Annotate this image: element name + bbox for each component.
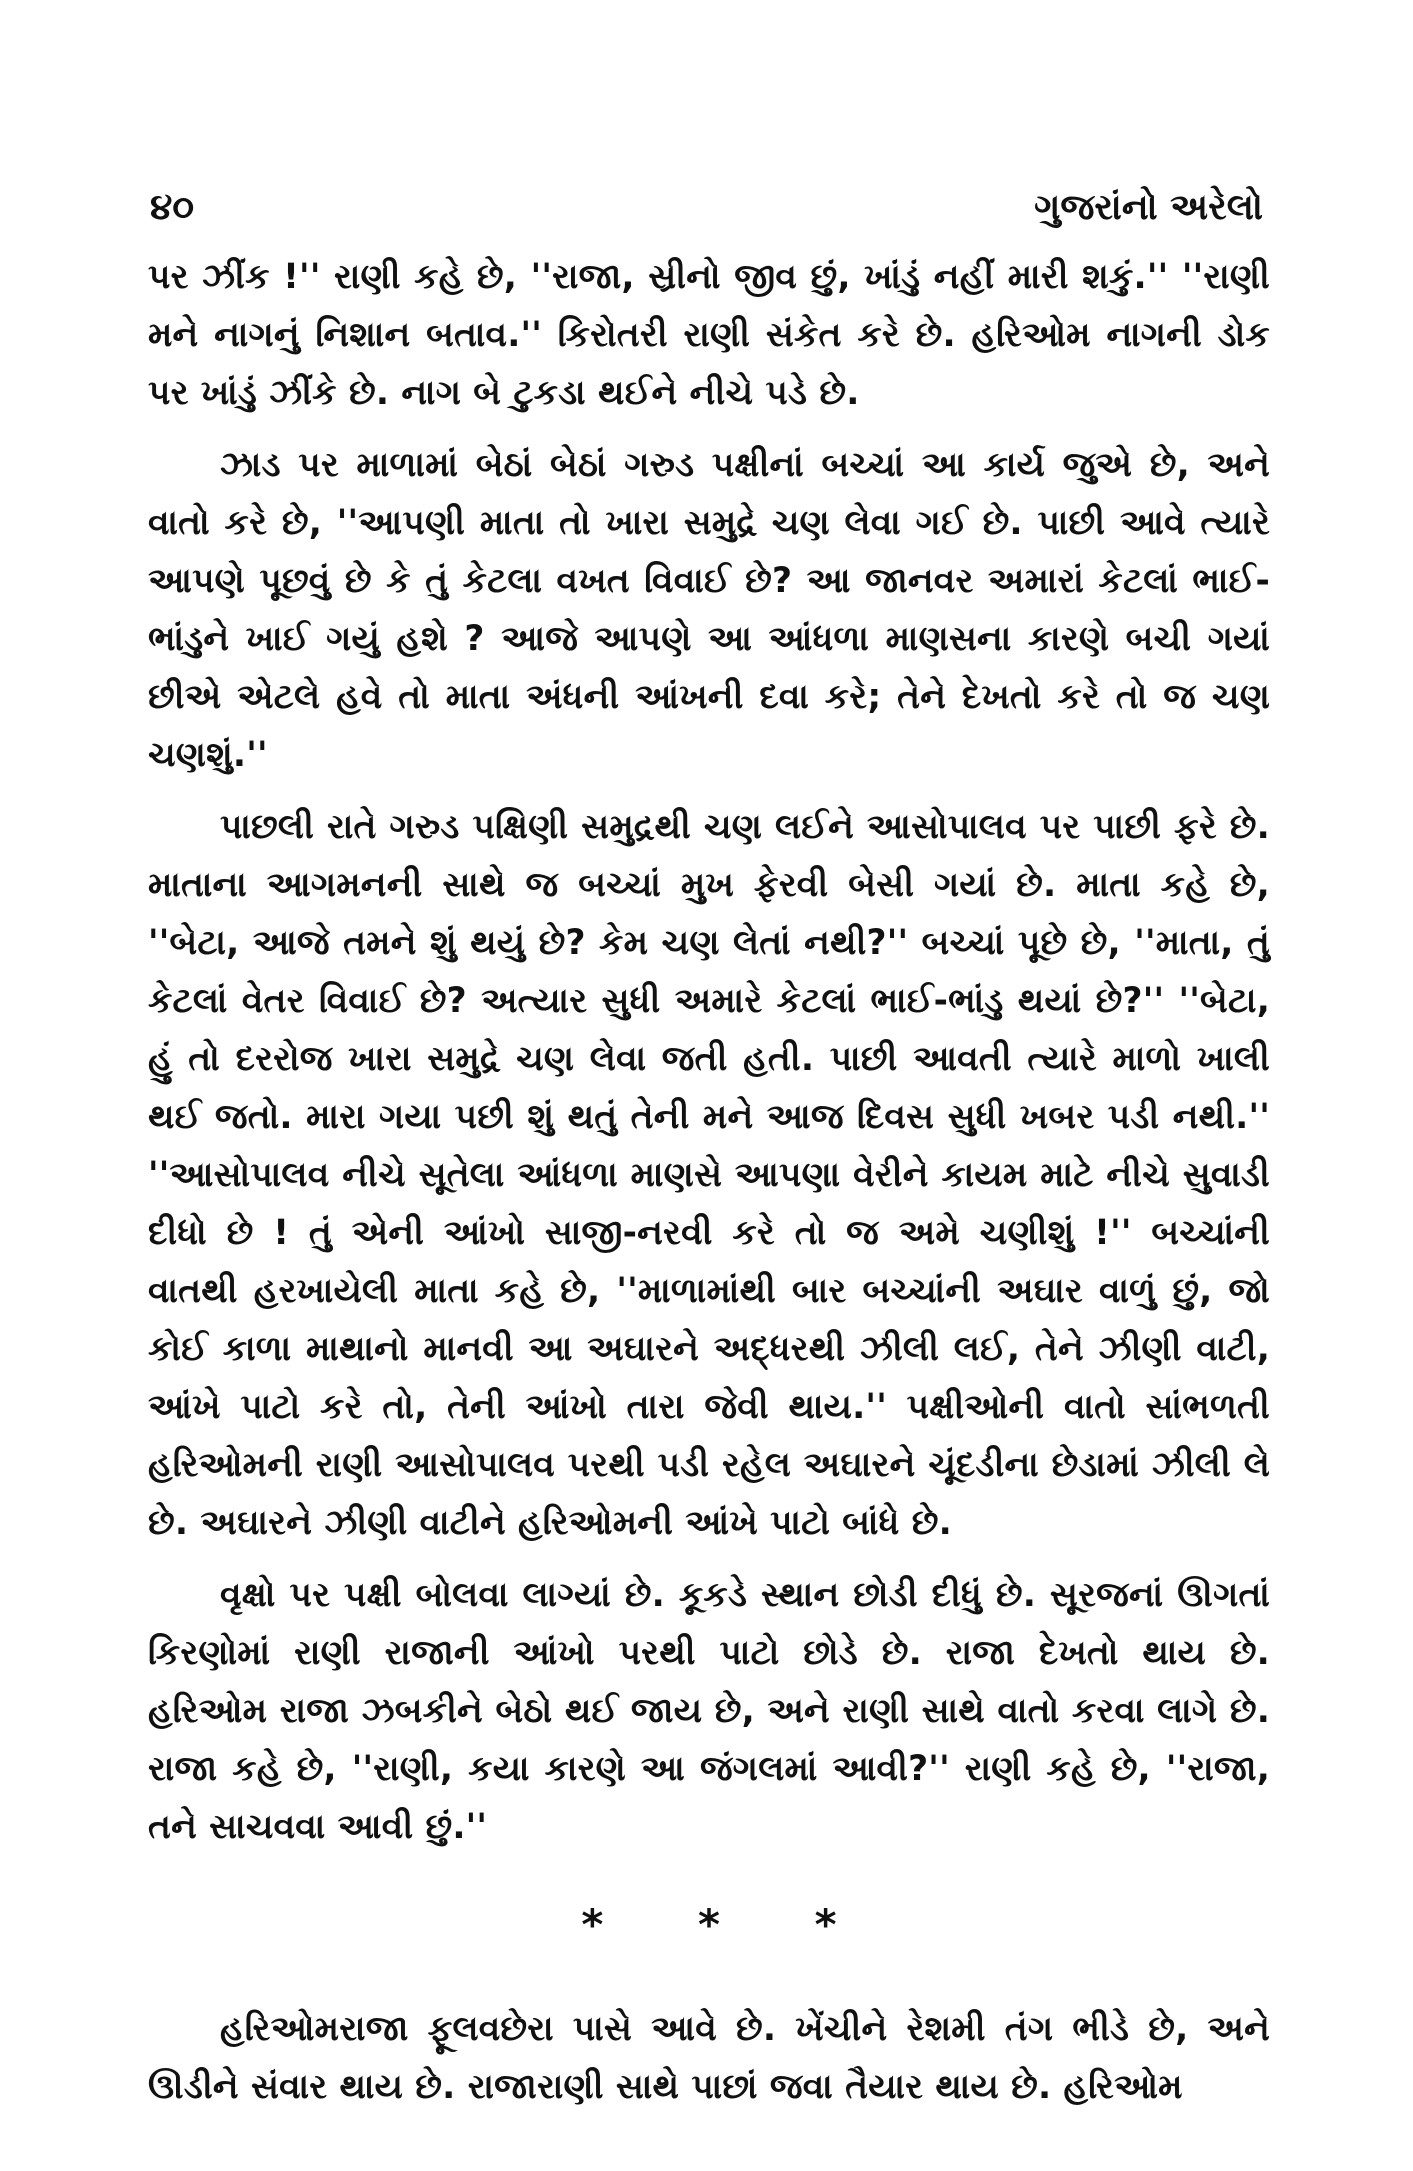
paragraph: વૃક્ષો પર પક્ષી બોલવા લાગ્યાં છે. કૂકડે સ્થાન છોડી દીધું છે. સૂરજનાં ઊગતાં કિરણોમાં રાણી રાજાની આંખો પરથી પાટો છોડે છે. રાજા દેખતો થાય છે. હરિઓમ રાજા ઝબકીને બેઠો થઈ જાય છે, અને રાણી સાથે વાતો કરવા લાગે છે. રાજા કહે છે, ''રાણી, કયા કારણે આ જંગલમાં આવી?'' રાણી કહે છે, ''રાજા, તને સાચવવા આવી છું.'' (148, 1575, 1270, 1847)
page-number: ૪૦ (150, 187, 194, 228)
section-separator: * * * (581, 1900, 877, 1949)
running-title: ગુજરાંનો અરેલો (1034, 187, 1263, 228)
paragraph: પાછલી રાતે ગરુડ પક્ષિણી સમુદ્રથી ચણ લઈને આસોપાલવ પર પાછી ફરે છે. માતાના આગમનની સાથે જ બચ્ચાં મુખ ફેરવી બેસી ગયાં છે. માતા કહે છે, ''બેટા, આજે તમને શું થયું છે? કેમ ચણ લેતાં નથી?'' બચ્ચાં પૂછે છે, ''માતા, તું કેટલાં વેતર વિવાઈ છે? અત્યાર સુધી અમારે કેટલાં ભાઈ-ભાંડુ થયાં છે?'' ''બેટા, હું તો દરરોજ ખારા સમુદ્રે ચણ લેવા જતી હતી. પાછી આવતી ત્યારે માળો ખાલી થઈ જતો. મારા ગયા પછી શું થતું તેની મને આજ દિવસ સુધી ખબર પડી નથી.'' ''આસોપાલવ નીચે સૂતેલા આંધળા માણસે આપણા વેરીને કાયમ માટે નીચે સુવાડી દીધો છે ! તું એની આંખો સાજી-નરવી કરે તો જ અમે ચણીશું !'' બચ્ચાંની વાતથી હરખાયેલી માતા કહે છે, ''માળામાંથી બાર બચ્ચાંની અઘાર વાળું છું, જો કોઈ કાળા માથાનો માનવી આ અઘારને અદ્ધરથી ઝીલી લઈ, તેને ઝીણી વાટી, આંખે પાટો કરે તો, તેની આંખો તારા જેવી થાય.'' પક્ષીઓની વાતો સાંભળતી હરિઓમની રાણી આસોપાલવ પરથી પડી રહેલ અઘારને ચૂંદડીના છેડામાં ઝીલી લે છે. અઘારને ઝીણી વાટીને હરિઓમની આંખે પાટો બાંધે છે. (148, 807, 1270, 1543)
paragraph: હરિઓમરાજા ફૂલવછેરા પાસે આવે છે. ખેંચીને રેશમી તંગ ભીડે છે, અને ઊડીને સંવાર થાય છે. રાજારાણી સાથે પાછાં જવા તૈયાર થાય છે. હરિઓમ (148, 2009, 1270, 2107)
running-head (150, 178, 1263, 238)
paragraph: પર ઝીંક !'' રાણી કહે છે, ''રાજા, સ્રીનો જીવ છું, ખાંડું નહીં મારી શકું.'' ''રાણી મને નાગનું નિશાન બતાવ.'' કિરોતરી રાણી સંકેત કરે છે. હરિઓમ નાગની ડોક પર ખાંડું ઝીંકે છે. નાગ બે ટુકડા થઈને નીચે પડે છે. (148, 257, 1270, 413)
paragraph: ઝાડ પર માળામાં બેઠાં બેઠાં ગરુડ પક્ષીનાં બચ્ચાં આ કાર્ય જુએ છે, અને વાતો કરે છે, ''આપણી માતા તો ખારા સમુદ્રે ચણ લેવા ગઈ છે. પાછી આવે ત્યારે આપણે પૂછવું છે કે તું કેટલા વખત વિવાઈ છે? આ જાનવર અમારાં કેટલાં ભાઈ-ભાંડુને ખાઈ ગયું હશે ? આજે આપણે આ આંધળા માણસના કારણે બચી ગયાં છીએ એટલે હવે તો માતા અંધની આંખની દવા કરે; તેને દેખતો કરે તો જ ચણ ચણશું.'' (148, 445, 1270, 775)
body-text (148, 248, 1270, 2116)
